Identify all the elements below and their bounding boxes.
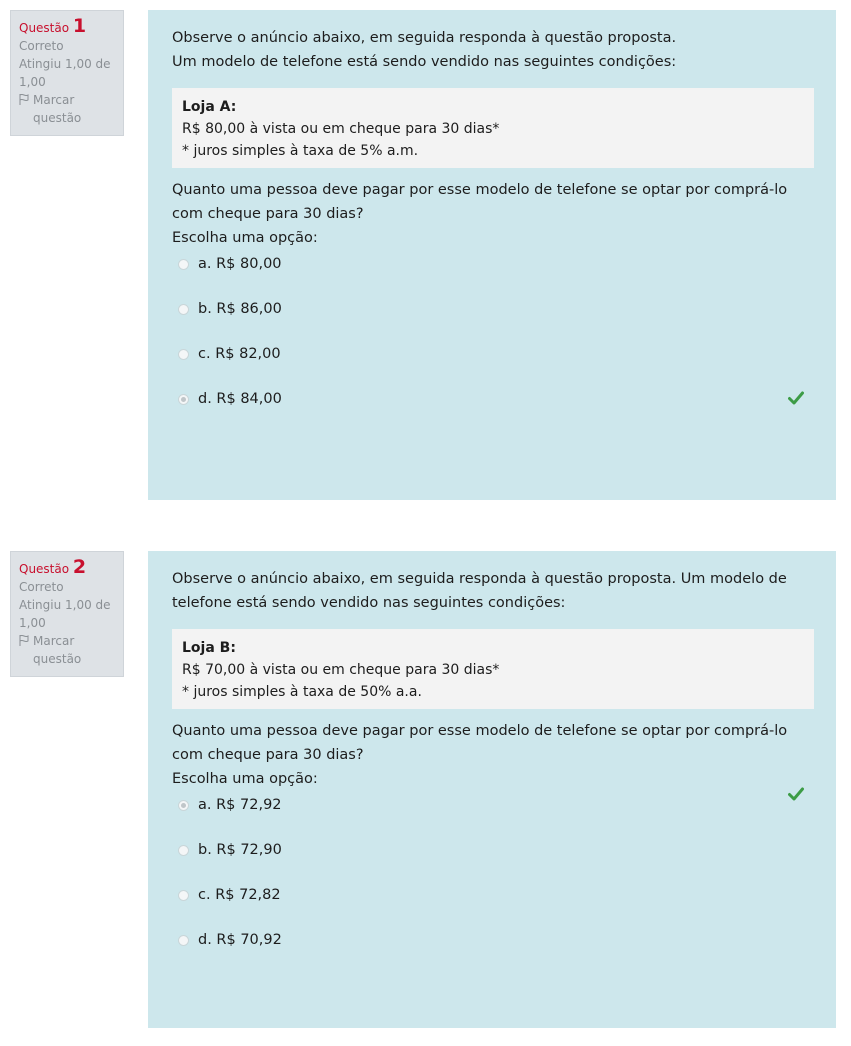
answer-option-c[interactable] xyxy=(172,342,814,366)
store-name: Loja A: xyxy=(182,99,237,115)
question-2-grade: Atingiu 1,00 de 1,00 xyxy=(19,598,111,630)
radio-button[interactable] xyxy=(178,890,189,901)
flag-icon xyxy=(19,635,29,646)
question-2-choose-label: Escolha uma opção: xyxy=(172,771,318,787)
radio-button[interactable] xyxy=(178,259,189,270)
interest-line: * juros simples à taxa de 50% a.a. xyxy=(182,684,422,700)
question-2-content xyxy=(148,551,836,1028)
answer-option-c[interactable] xyxy=(172,883,814,907)
option-label: b. R$ 72,90 xyxy=(198,842,282,858)
option-label: b. R$ 86,00 xyxy=(198,301,282,317)
question-2-status: Correto xyxy=(19,580,64,594)
check-icon xyxy=(788,787,804,801)
option-label: c. R$ 72,82 xyxy=(198,887,281,903)
option-label: c. R$ 82,00 xyxy=(198,346,281,362)
question-1-flag-toggle[interactable] xyxy=(19,91,117,127)
question-2-info xyxy=(10,551,124,677)
answer-option-a[interactable] xyxy=(172,793,814,817)
flag-label: Marcar questão xyxy=(33,93,82,125)
question-1-intro-1: Observe o anúncio abaixo, em seguida responda à questão proposta. xyxy=(172,30,677,46)
question-1-choose-label: Escolha uma opção: xyxy=(172,230,318,246)
radio-button[interactable] xyxy=(178,845,189,856)
question-1-content xyxy=(148,10,836,500)
radio-button[interactable] xyxy=(178,935,189,946)
question-1-ad-box xyxy=(172,88,814,168)
radio-button-selected[interactable] xyxy=(178,800,189,811)
option-label: a. R$ 72,92 xyxy=(198,797,282,813)
question-1-grade: Atingiu 1,00 de 1,00 xyxy=(19,57,111,89)
question-1-options xyxy=(172,252,814,411)
option-label: a. R$ 80,00 xyxy=(198,256,282,272)
question-2-flag-toggle[interactable] xyxy=(19,632,117,668)
answer-option-b[interactable] xyxy=(172,297,814,321)
answer-option-d[interactable] xyxy=(172,928,814,952)
answer-option-a[interactable] xyxy=(172,252,814,276)
question-2-prompt: Quanto uma pessoa deve pagar por esse modelo de telefone se optar por comprá-lo com cheque para 30 dias? xyxy=(172,723,788,763)
interest-line: * juros simples à taxa de 5% a.m. xyxy=(182,143,419,159)
question-1-info xyxy=(10,10,124,136)
question-2-ad-box xyxy=(172,629,814,709)
answer-option-b[interactable] xyxy=(172,838,814,862)
question-1-intro-2: Um modelo de telefone está sendo vendido nas seguintes condições: xyxy=(172,54,677,70)
question-1-status: Correto xyxy=(19,39,64,53)
question-2-intro: Observe o anúncio abaixo, em seguida responda à questão proposta. Um modelo de telefone está sendo vendido nas seguintes condições: xyxy=(172,571,787,611)
radio-button[interactable] xyxy=(178,304,189,315)
radio-button[interactable] xyxy=(178,349,189,360)
question-1-number: Questão 1 xyxy=(19,15,87,37)
flag-icon xyxy=(19,94,29,105)
check-icon xyxy=(788,391,804,405)
price-line: R$ 70,00 à vista ou em cheque para 30 dias* xyxy=(182,662,500,678)
question-2-options xyxy=(172,793,814,952)
answer-option-d[interactable] xyxy=(172,387,814,411)
option-label: d. R$ 70,92 xyxy=(198,932,282,948)
option-label: d. R$ 84,00 xyxy=(198,391,282,407)
radio-button-selected[interactable] xyxy=(178,394,189,405)
question-2-number: Questão 2 xyxy=(19,556,87,578)
store-name: Loja B: xyxy=(182,640,236,656)
flag-label: Marcar questão xyxy=(33,634,82,666)
price-line: R$ 80,00 à vista ou em cheque para 30 dias* xyxy=(182,121,500,137)
question-1-prompt: Quanto uma pessoa deve pagar por esse modelo de telefone se optar por comprá-lo com cheque para 30 dias? xyxy=(172,182,788,222)
